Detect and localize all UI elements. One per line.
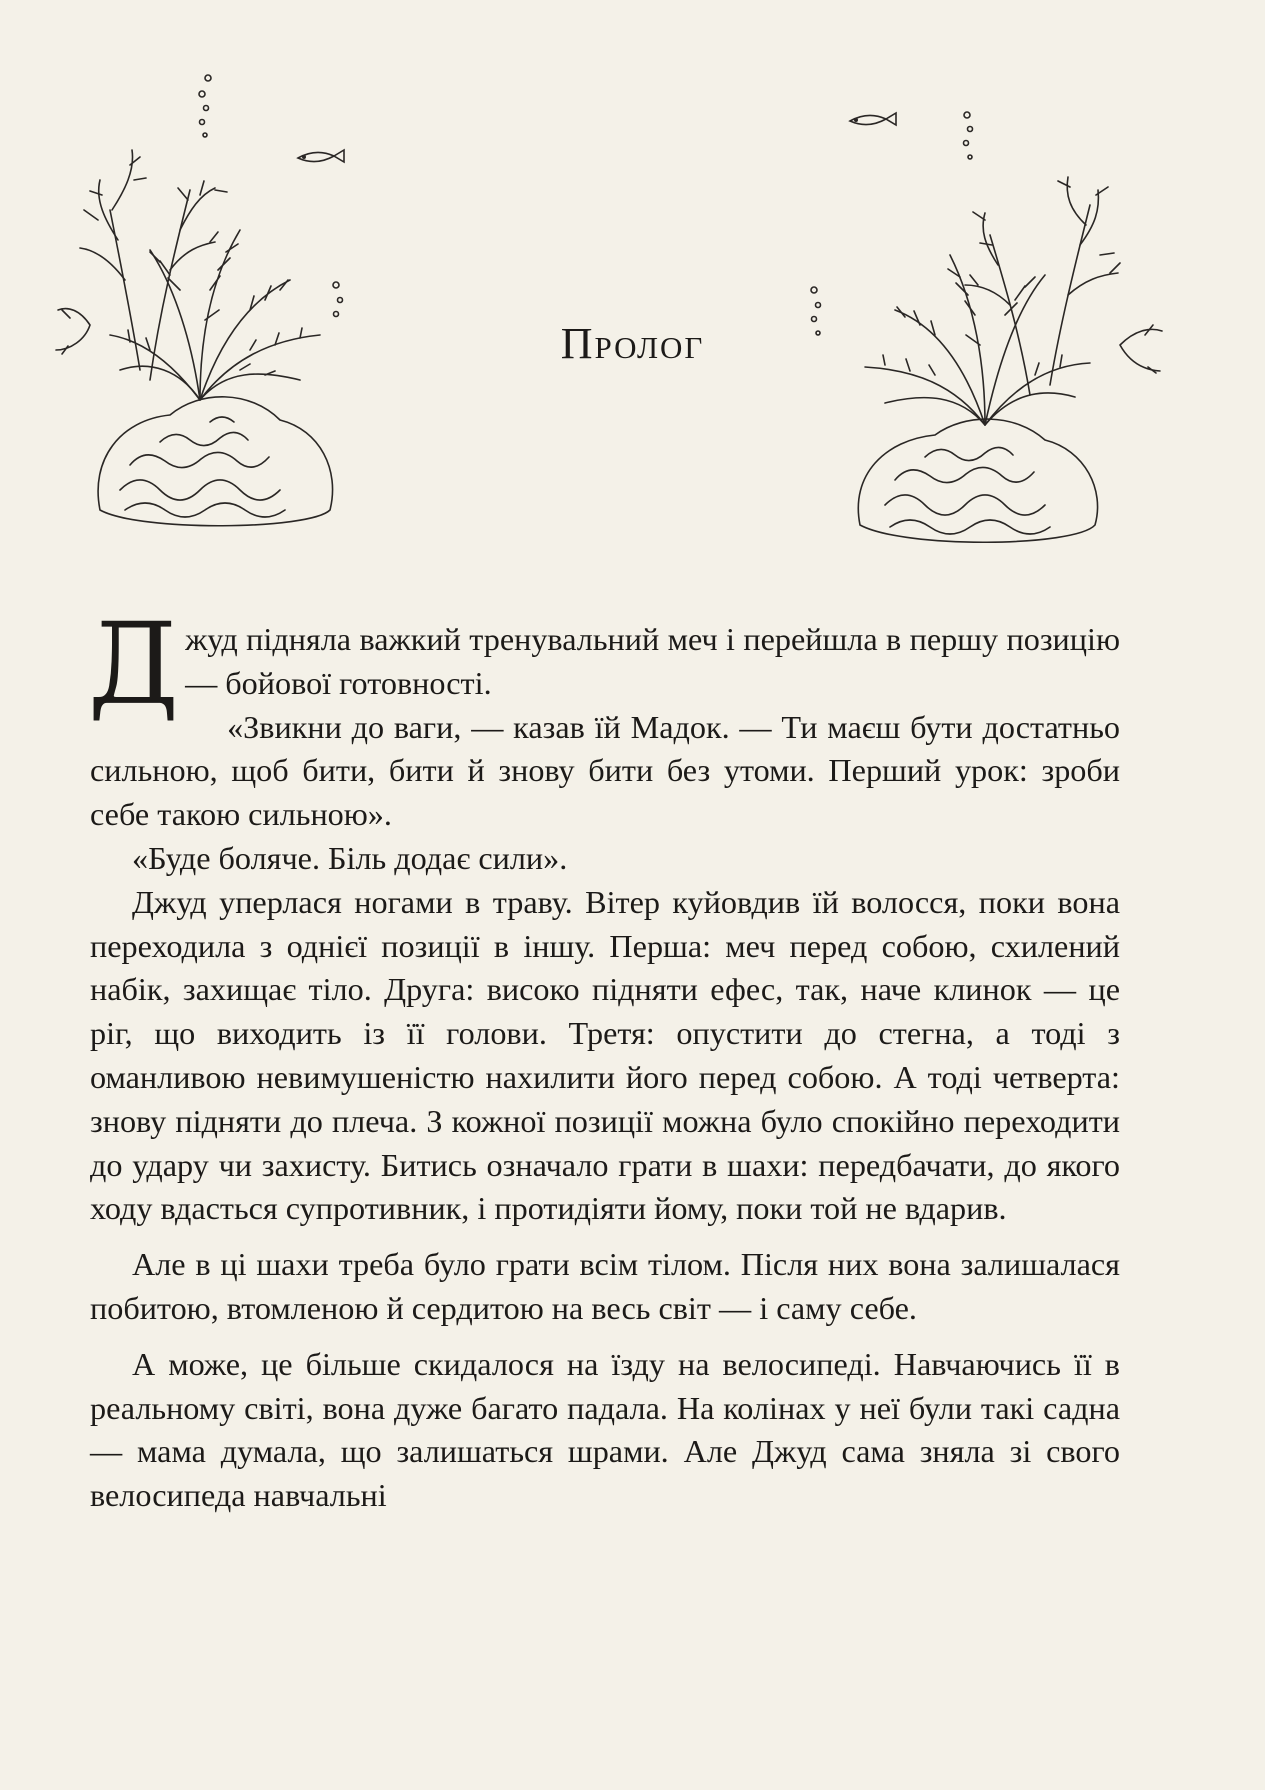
paragraph: Джуд підняла важкий тренувальний меч і перейшла в першу позицію — бойової готовності.	[88, 600, 1120, 730]
paragraph: Джуд уперлася ногами в траву. Вітер куйовдив їй волосся, поки вона переходила з однієї позиції в іншу. Перша: меч перед собою, схилений набік, захищає тіло. Друга: високо підняти ефес, так, наче клинок — це ріг, що виходить із її голови. Третя: опустити до стегна, а тоді з оманливою невимушеністю нахилити його перед собою. А тоді четверта: знову підняти до плеча. З кожної позиції можна було спокійно переходити до удару чи захисту. Битись означало грати в шахи: передбачати, до якого ходу вдасться супротивник, і протидіяти йому, поки той не вдарив.	[90, 883, 1120, 1227]
coral-ornament-left	[50, 70, 390, 540]
chapter-body	[88, 600, 1120, 1518]
paragraph: А може, це більше скидалося на їзду на велосипеді. Навчаючись її в реальному світі, вона дуже багато падала. На колінах у неї були такі садна — мама думала, що залишаться шрами. Але Джуд сама зняла зі свого велосипеда навчальні	[90, 1345, 1120, 1514]
drop-cap: Д	[88, 600, 180, 730]
paragraph: Але в ці шахи треба було грати всім тілом. Після них вона залишалася побитою, втомленою й сердитою на весь світ — і саму себе.	[90, 1246, 1120, 1326]
chapter-title: Пролог	[560, 319, 705, 368]
coral-illustration-icon	[50, 70, 390, 540]
paragraph: «Звикни до ваги, — казав їй Мадок. — Ти маєш бути достатньо сильною, щоб бити, бити й знову бити без утоми. Перший урок: зроби себе такою сильною».	[90, 708, 1120, 833]
paragraph: «Буде боляче. Біль додає сили».	[132, 839, 568, 876]
